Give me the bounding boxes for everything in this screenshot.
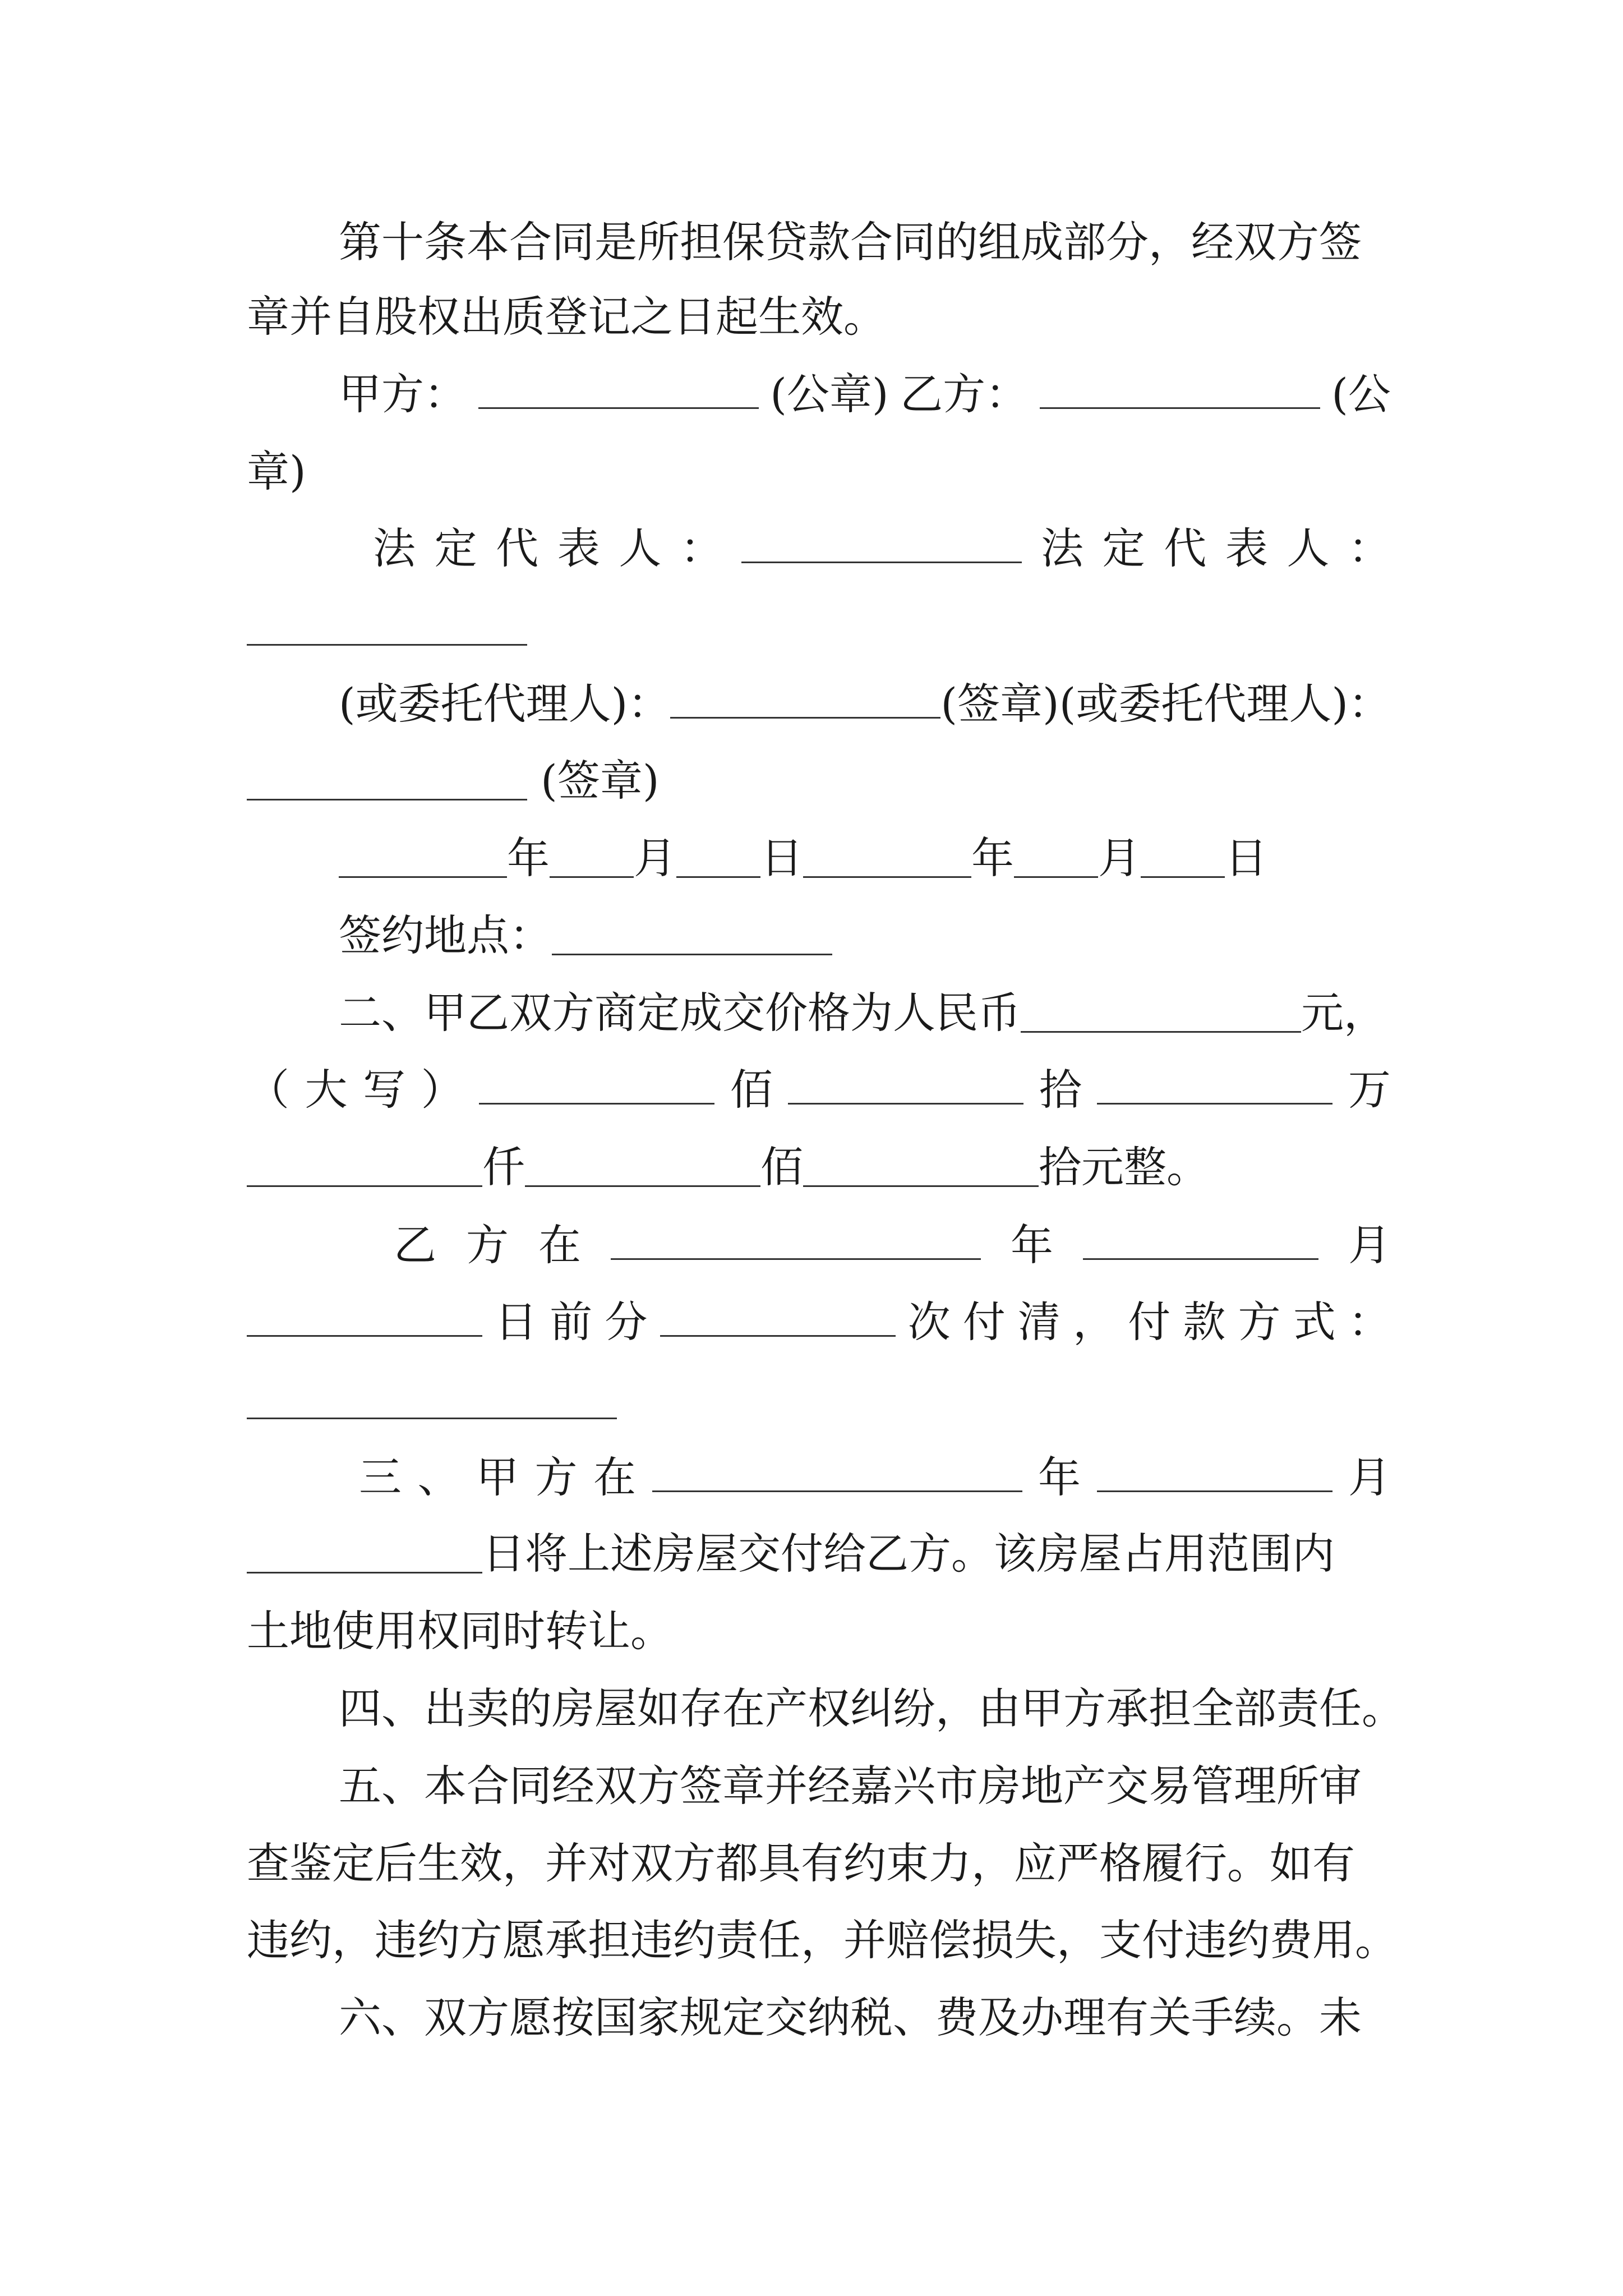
bai-blank[interactable]: [525, 1146, 760, 1187]
shi-blank[interactable]: [803, 1146, 1039, 1187]
party-b-seal-open: (公: [1331, 369, 1391, 419]
clause-3-text: 日将上述房屋交付给乙方。该房屋占用范围内: [482, 1529, 1335, 1579]
clause-3-char: 在: [593, 1452, 636, 1502]
legal-rep-a-char: 表: [557, 523, 600, 573]
legal-rep-b-char: 法: [1041, 523, 1084, 573]
payment-char: ，: [1073, 1297, 1116, 1347]
date-a-year-blank[interactable]: [339, 837, 507, 878]
delivery-year-blank[interactable]: [652, 1451, 1022, 1492]
payment-char: 乙: [394, 1220, 436, 1270]
delivery-month-blank[interactable]: [1097, 1451, 1332, 1492]
payment-method-blank[interactable]: [247, 1378, 617, 1419]
clause-3-line-1: [247, 1450, 1391, 1506]
payment-char: 日: [495, 1297, 538, 1347]
date-a-month: 月: [634, 833, 676, 883]
capital-char: 写: [363, 1065, 406, 1115]
payment-char: 前: [550, 1297, 593, 1347]
legal-rep-b-char: ：: [1348, 523, 1391, 573]
clause-3-line-3: 土地使用权同时转让。: [247, 1606, 673, 1656]
agent-a-blank[interactable]: [670, 678, 940, 719]
clause-5-line-3: 违约，违约方愿承担违约责任，并赔偿损失，支付违约费用。: [247, 1915, 1398, 1965]
unit-shi: 拾: [1039, 1065, 1082, 1115]
date-a-year: 年: [507, 833, 550, 883]
agent-a-seal: (签章): [940, 679, 1059, 729]
article-10-line-2: 章并自股权出质登记之日起生效。: [247, 292, 886, 342]
payment-char: 式: [1293, 1297, 1336, 1347]
legal-rep-b-char: 表: [1225, 523, 1268, 573]
payment-char: 清: [1017, 1297, 1061, 1347]
date-a-day-blank[interactable]: [676, 837, 760, 878]
payment-year: 年: [1011, 1220, 1053, 1270]
agent-b-label: (或委托代理人)：: [1059, 679, 1391, 729]
delivery-year: 年: [1038, 1452, 1081, 1502]
qian-blank[interactable]: [247, 1146, 482, 1187]
shi-wan-blank[interactable]: [788, 1064, 1023, 1105]
legal-rep-b-blank[interactable]: [247, 605, 527, 646]
delivery-month: 月: [1348, 1452, 1391, 1502]
legal-rep-a-char: 法: [373, 523, 416, 573]
capital-char: ）: [421, 1065, 464, 1115]
clause-5-line-2: 查鉴定后生效，并对双方都具有约束力，应严格履行。如有: [247, 1838, 1355, 1888]
legal-rep-line: [247, 521, 1391, 577]
party-b-blank[interactable]: [1040, 368, 1320, 409]
legal-rep-b-line-2: [247, 598, 1391, 654]
clause-2-price-text: 二、甲乙双方商定成交价格为人民币: [339, 988, 1021, 1038]
payment-char: 次: [907, 1297, 951, 1347]
legal-rep-b-char: 代: [1164, 523, 1207, 573]
clause-2-end: 拾元整。: [1039, 1142, 1209, 1192]
clause-3-char: 、: [417, 1452, 460, 1502]
price-blank[interactable]: [1021, 992, 1301, 1033]
capital-char: （: [247, 1065, 289, 1115]
party-b-label: 乙方：: [900, 369, 1029, 419]
party-a-blank[interactable]: [478, 368, 759, 409]
clause-3-char: 甲: [476, 1452, 519, 1502]
payment-char: 方: [1238, 1297, 1281, 1347]
payment-day-blank[interactable]: [247, 1296, 482, 1337]
payment-char: 分: [605, 1297, 648, 1347]
date-b-day: 日: [1225, 833, 1267, 883]
legal-rep-a-blank[interactable]: [741, 522, 1022, 563]
payment-char: 付: [1128, 1297, 1171, 1347]
clause-3-char: 方: [534, 1452, 578, 1502]
clause-3-line-2: [247, 1526, 1391, 1582]
clause-4: 四、出卖的房屋如存在产权纠纷，由甲方承担全部责任。: [339, 1683, 1404, 1733]
clause-2-line-1: [247, 985, 1391, 1041]
wan-blank[interactable]: [1097, 1064, 1332, 1105]
agent-b-blank[interactable]: [247, 760, 527, 800]
party-b-seal-close: 章): [247, 447, 306, 496]
payment-year-blank[interactable]: [611, 1219, 981, 1260]
legal-rep-b-char: 定: [1102, 523, 1145, 573]
payment-char: 方: [466, 1220, 509, 1270]
agent-b-line-2: [247, 753, 1391, 809]
date-b-month-blank[interactable]: [1014, 837, 1098, 878]
clause-2-line-2: [247, 1062, 1391, 1118]
clause-3-char: 三: [359, 1452, 402, 1502]
agent-b-seal: (签章): [541, 756, 660, 806]
sign-place-label: 签约地点：: [339, 910, 552, 960]
sign-place-line: [247, 908, 1391, 964]
date-b-year: 年: [971, 833, 1014, 883]
date-b-year-blank[interactable]: [803, 837, 971, 878]
date-a-day: 日: [760, 833, 803, 883]
article-10-line-1: 第十条本合同是所担保贷款合同的组成部分，经双方签: [339, 217, 1362, 267]
agent-a-label: (或委托代理人)：: [339, 679, 671, 729]
clause-6-line-1: 六、双方愿按国家规定交纳税、费及办理有关手续。未: [339, 1993, 1362, 2042]
unit-wan: 万: [1348, 1065, 1391, 1115]
payment-method-line: [247, 1372, 1391, 1428]
bai-wan-blank[interactable]: [479, 1064, 714, 1105]
date-b-month: 月: [1098, 833, 1141, 883]
payment-char: 付: [962, 1297, 1006, 1347]
legal-rep-a-char: 定: [434, 523, 477, 573]
payment-char: ：: [1348, 1297, 1391, 1347]
payment-char: 在: [538, 1220, 581, 1270]
payment-month-blank[interactable]: [1083, 1219, 1318, 1260]
delivery-day-blank[interactable]: [247, 1533, 482, 1573]
unit-qian: 仟: [482, 1142, 525, 1192]
party-a-label: 甲方：: [339, 369, 467, 419]
date-b-day-blank[interactable]: [1141, 837, 1225, 878]
party-a-seal: (公章): [770, 369, 889, 419]
party-line: [247, 366, 1391, 422]
legal-rep-b-char: 人: [1287, 523, 1330, 573]
sign-place-blank[interactable]: [552, 914, 832, 955]
payment-times-blank[interactable]: [660, 1296, 896, 1337]
legal-rep-a-char: 代: [496, 523, 539, 573]
payment-char: 款: [1183, 1297, 1226, 1347]
payment-line-2: [247, 1294, 1391, 1350]
clause-2-yuan: 元，: [1301, 988, 1386, 1038]
legal-rep-a-char: ：: [680, 523, 723, 573]
payment-line-1: [247, 1217, 1391, 1273]
agent-line: [247, 676, 1391, 732]
date-a-month-blank[interactable]: [550, 837, 634, 878]
unit-bai-2: 佰: [760, 1142, 803, 1192]
legal-rep-a-char: 人: [619, 523, 662, 573]
capital-char: 大: [305, 1065, 348, 1115]
payment-month: 月: [1348, 1220, 1391, 1270]
date-line: [247, 830, 1391, 886]
unit-bai: 佰: [730, 1065, 773, 1115]
clause-5-line-1: 五、本合同经双方签章并经嘉兴市房地产交易管理所审: [339, 1761, 1362, 1811]
clause-2-line-3: [247, 1139, 1391, 1195]
